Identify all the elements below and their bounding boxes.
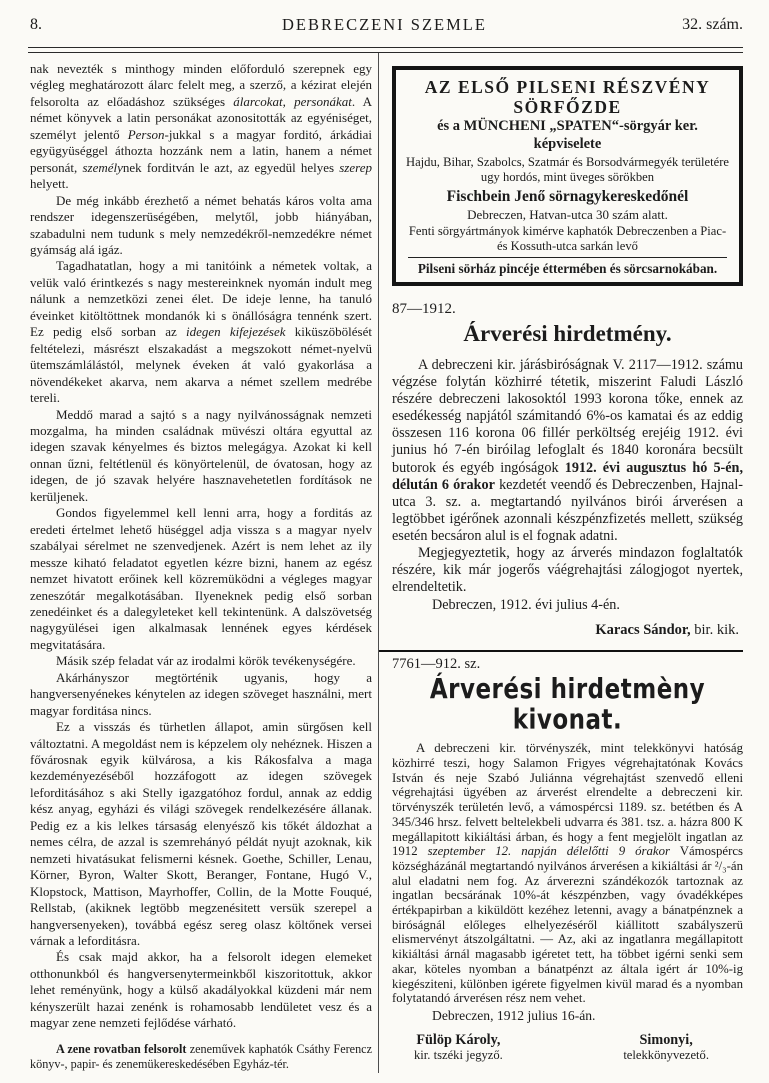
registrar-name: Simonyi, xyxy=(639,1031,693,1048)
paragraph: A debreczeni kir. járásbiróságnak V. 2117—1912. számu végzése folytán közhirré tétetik, miszerint Faludi László részére debreczeni lakosoktól 1993 korona tőke, ennek az esedékesség napjától számitandó 6%-os kamatai és az eddig összesen 116 korona 06 fillér perköltség erejéig 1912. évi junius hó 7-én biróilag lefoglalt és 1840 koronára becsült butorok és egyéb ingóságok 1912. évi augusztus hó 5-én, délután 6 órakor kezdetét veendő és Debreczenben, Hajnal-utca 3. sz. a. megtartandó nyilvános birói árverésen a legtöbbet igérőnek azonnali készpénzfizetés mellett, szükség esetén becsáron alul is el fognak adatni. xyxy=(392,357,743,544)
clerk-role: kir. tszéki jegyző. xyxy=(414,1047,503,1062)
paragraph: Másik szép feladat vár az irodalmi körök tevékenységére. xyxy=(56,653,356,669)
notice2-title: Árverési hirdetmèny kivonat. xyxy=(429,674,706,736)
registrar-role: telekkönyvezető. xyxy=(623,1047,709,1062)
paragraph: De még inkább érezhető a német behatás káros volta ama rendszer idegenszerüségében, melytől, jobb hiányában, szabadulni nem tudunk s mely nemzedékről-nemzedékre német gyámság alá igáz. xyxy=(30,192,372,257)
signature-registrar xyxy=(623,1032,709,1063)
notice1-signer-role: bir. kik. xyxy=(690,622,739,639)
masthead-title: DEBRECZENI SZEMLE xyxy=(282,15,487,34)
paragraph: A zene rovatban felsorolt zeneművek kaphatók Csáthy Ferencz könyv-, papir- és zenemükereskedésében Egyház-tér. xyxy=(30,1041,372,1071)
notice-divider-rule xyxy=(379,650,743,652)
notice2-reference-number: 7761—912. sz. xyxy=(392,656,481,673)
paragraph: Tagadhatatlan, hogy a mi tanitóink a németek voltak, a velük való érintkezés s nagy mestereinknek nyomán indult meg nálunk a nemzetközi zenei élet. De ideje lenne, ha tanuló éveinket kitöltöttnek mondanók ki s önállóságra tennénk szert. Ez pedig első sorban az idegen kifejezések kiküszöbölését feltételezi, másrészt elszakadást a megszokott német-nyelvü ütemszámlálástól, melynek éveken át való gyakorlása a növendékeket akarva, nem akarva a német szellem medrébe tereli. xyxy=(30,258,373,406)
paragraph: Gondos figyelemmel kell lenni arra, hogy a forditás az eredeti értelmet lehető hüséggel adja vissza s a magyar nyelv szabályai sérelmet ne szenvedjenek. Azért is nem lehet az ily messze kiható feladatot egyetlen kézre bizni, hanem az egész nemzet hivatott erőinek kell közremüködni a végleges magyar zeneszótár megalkotásában. Ilyeneknek pedig első sorban zenedéinket és a dalegyleteket kell tekintenünk. A dalszövetség nagygyülései igen alkalmasak lennének egyes kérdések megvitatására. xyxy=(30,505,372,652)
paragraph: Akárhányszor megtörténik ugyanis, hogy a hangversenyénekes kénytelen az idegen szöveget használni, mert magyar forditása nincs. xyxy=(30,669,372,718)
ad-headline: AZ ELSŐ PILSENI RÉSZVÉNY SÖRFŐZDE xyxy=(424,77,711,117)
paragraph: Meddő marad a sajtó s a nagy nyilvánosságnak nemzeti mozgalma, ha minden családnak müvészi oltára egyuttal az idegen szavak kényelmes és biztos melegágya. Azokat ki kell onnan űzni, feltétlenül és könyörtelenül, de óvatosan, hogy az idegen, de jó szavak helyére hasznavehetetlen fordítások ne kerüljenek. xyxy=(30,406,372,504)
clerk-name: Fülöp Károly, xyxy=(416,1031,501,1048)
ad-merchant-name: Fischbein Jenő sörnagykereskedőnél xyxy=(446,188,689,205)
music-footer-note xyxy=(30,1042,372,1072)
page-number: 8. xyxy=(30,16,42,33)
auction-notice-2 xyxy=(392,656,743,1063)
ad-subheadline: és a MÜNCHENI „SPATEN“-sörgyár ker. képviselete xyxy=(437,118,698,152)
notice2-dateline: Debreczen, 1912 julius 16-án. xyxy=(432,1007,596,1023)
ad-inner-rule xyxy=(408,257,727,258)
notice1-signer-name: Karacs Sándor, xyxy=(595,622,691,639)
ad-availability-line: Fenti sörgyártmányok kimérve kaphatók Debreczenben a Piac- és Kossuth-utca sarkán levő xyxy=(408,224,727,253)
right-column xyxy=(378,53,769,1073)
notice1-signature xyxy=(392,622,743,639)
notice1-reference-number: 87—1912. xyxy=(392,301,456,317)
notice2-body xyxy=(392,741,743,1006)
notice1-body xyxy=(392,357,743,596)
paragraph: A debreczeni kir. törvényszék, mint telekkönyvi hatóság közhirré teszi, hogy Salamon Frigyes végrehajtatónak Kovács István és neje Szabó Juliánna végrehajtást szenvedő elleni végrehajtási ügyében az árverést elrendelte a debreczeni kir. törvényszék területén levő, a vámospércsi 1189. sz. betétben és A 345/346 hrsz. felvett beltelekbeli udvarra és 381. tsz. a. házra 800 K megállapitott kikiáltási árban, és hogy a fent megjelölt ingatlan az 1912 szeptember 12. napján délelőtti 9 órakor Vámospércs községházánál megtartandó nyilvános árverésen a kikiáltási ár ²/₃-án alul eladatni nem fog. Az árverezni szándékozók tartoznak az ingatlan becsárának 10%-át készpénzben, vagy óvadékképes értékpapirban a kiküldött kezéhez letenni, avagy a bánatpénznek a biróságnál előleges elhelyezéséről kiállitott szabályszerü elismervényt átszolgáltatni. — Az, aki az ingatlanra megállapitott kikiáltási árnál magasabb igéretet tett, ha többet igérni senki sem akar, köteles nyomban a bánatpénzt az általa igért ár 10%-ig kiegésziteni, különben igérete figyelmen kivül marad és a nyomban folytatandó árverésen rész nem vehet. xyxy=(392,741,743,1006)
beer-advertisement xyxy=(392,66,743,286)
ad-territory-line: Hajdu, Bihar, Szabolcs, Szatmár és Borsodvármegyék területére ugy hordós, mint üveges sörökben xyxy=(406,155,729,184)
page-header xyxy=(0,0,769,44)
auction-notice-1 xyxy=(392,301,743,639)
paragraph: nak nevezték s minthogy minden előforduló szerepnek egy végleg meghatározott álarc felelt meg, a szerző, a kézirat elején felsorolta az előadáshoz szükséges álarcokat, personákat. A német könyvek a latin personákat azonositották az egyéniséget, személyt jelentő Person-jukkal s a magyar forditó, árkádiai együgyüséggel áthozta hozzánk nem a latin, hanem a német personát, személynek forditván le azt, az egyedül helyes szerep helyett. xyxy=(30,61,373,192)
left-column xyxy=(0,53,378,1073)
paragraph: Ez a visszás és türhetlen állapot, amin sürgősen kell változtatni. A megoldást nem is képzelem oly nehéznek. Hiszen a fővárosnak egyik külvárosa, a kis Rákosfalva a maga kezdeményezéséből hozzáfogott az idegen szövegek leforditásához s aki Stelly igazgatóhoz fordul, annak az eddig kész anyag, egyházi és világi szövegek rendelkezésére állanak. Pedig ez a kis lelkes társaság elenyésző kis tőkét áldozhat a nemes célra, de azzal is szemrehányó példát nyujt azoknak, kik nemzeti hivatásukat felismerni késnek. Goethe, Schiller, Lenau, Körner, Byron, Walter Skott, Beranger, Fontane, Hugó V., Klopstock, Mattison, Mayrhoffer, Collin, de la Motte Fouqué, Rellstab, (akiknek legtöbb megzenésitett versük szerepel a hangversenyeken), továbbá egész sereg olasz költőnek versei várnak a leforditásra. xyxy=(30,719,372,949)
notice2-signatures xyxy=(392,1024,743,1063)
two-column-layout xyxy=(0,53,769,1073)
notice1-dateline: Debreczen, 1912. évi julius 4-én. xyxy=(432,597,620,614)
signature-clerk xyxy=(414,1032,503,1063)
ad-beerhall-line: Pilseni sörház pincéje éttermében és sörcsarnokában. xyxy=(417,261,718,276)
paragraph: És csak majd akkor, ha a felsorolt idegen elemeket otthonunkból és hangversenytermeinkből kiszoritottuk, akkor lehet reményünk, hogy a külső akadályokkal küzdeni már nem kényszerült hazai zenénk is rohamosabb lendületet vesz és a magyar zene nemzeti fejlődése várható. xyxy=(30,949,372,1031)
music-article-body xyxy=(30,61,372,1032)
paragraph: Megjegyeztetik, hogy az árverés mindazon foglaltatók részére, kik már jogerős váégrehajtási zálogjogot nyertek, elrendeltetik. xyxy=(392,545,743,596)
ad-address-line: Debreczen, Hatvan-utca 30 szám alatt. xyxy=(467,207,668,222)
notice1-title: Árverési hirdetmény. xyxy=(463,321,672,346)
issue-number: 32. szám. xyxy=(682,16,743,33)
